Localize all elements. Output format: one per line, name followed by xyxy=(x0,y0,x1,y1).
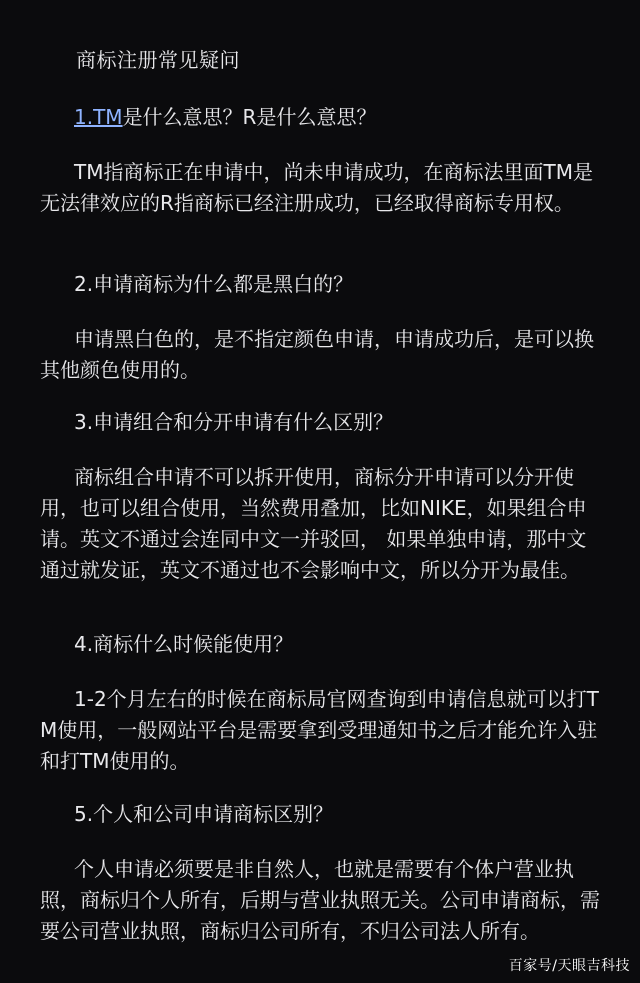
faq-question-5: 5.个人和公司申请商标区别？ xyxy=(74,802,334,826)
faq-question-3: 3.申请组合和分开申请有什么区别？ xyxy=(74,410,394,434)
watermark: 百家号/天眼吉科技 xyxy=(508,958,630,974)
faq-answer-5: 个人申请必须要是非自然人，也就是需要有个体户营业执照，商标归个人所有，后期与营业执照无关。公司申请商标，需要公司营业执照，商标归公司所有，不归公司法人所有。 xyxy=(40,857,600,943)
faq-answer-3: 商标组合申请不可以拆开使用，商标分开申请可以分开使用，也可以组合使用，当然费用叠加，比如NIKE，如果组合申请。英文不通过会连同中文一并驳回， 如果单独申请，那中文通过就发证，英文不通过也不会影响中文，所以分开为最佳。 xyxy=(40,465,587,582)
faq-question-4: 4.商标什么时候能使用？ xyxy=(74,632,294,656)
faq-question-1-link[interactable]: 1.TM xyxy=(74,105,123,129)
faq-question-2: 2.申请商标为什么都是黑白的？ xyxy=(74,272,354,296)
faq-item-5 xyxy=(40,800,605,947)
faq-question-1 xyxy=(74,103,605,131)
faq-question-1-text: 是什么意思？R是什么意思？ xyxy=(122,105,377,129)
page-title: 商标注册常见疑问 xyxy=(76,48,240,72)
faq-answer-4: 1-2个月左右的时候在商标局官网查询到申请信息就可以打TM使用，一般网站平台是需要拿到受理通知书之后才能允许入驻和打TM使用的。 xyxy=(40,687,599,773)
faq-answer-2: 申请黑白色的，是不指定颜色申请，申请成功后，是可以换其他颜色使用的。 xyxy=(40,327,594,382)
faq-item-3 xyxy=(40,408,605,586)
faq-answer-1: TM指商标正在申请中，尚未申请成功，在商标法里面TM是无法律效应的R指商标已经注册成功，已经取得商标专用权。 xyxy=(40,160,593,215)
faq-item-2 xyxy=(40,270,605,386)
faq-item-4 xyxy=(40,630,605,777)
faq-item-1 xyxy=(40,103,605,219)
